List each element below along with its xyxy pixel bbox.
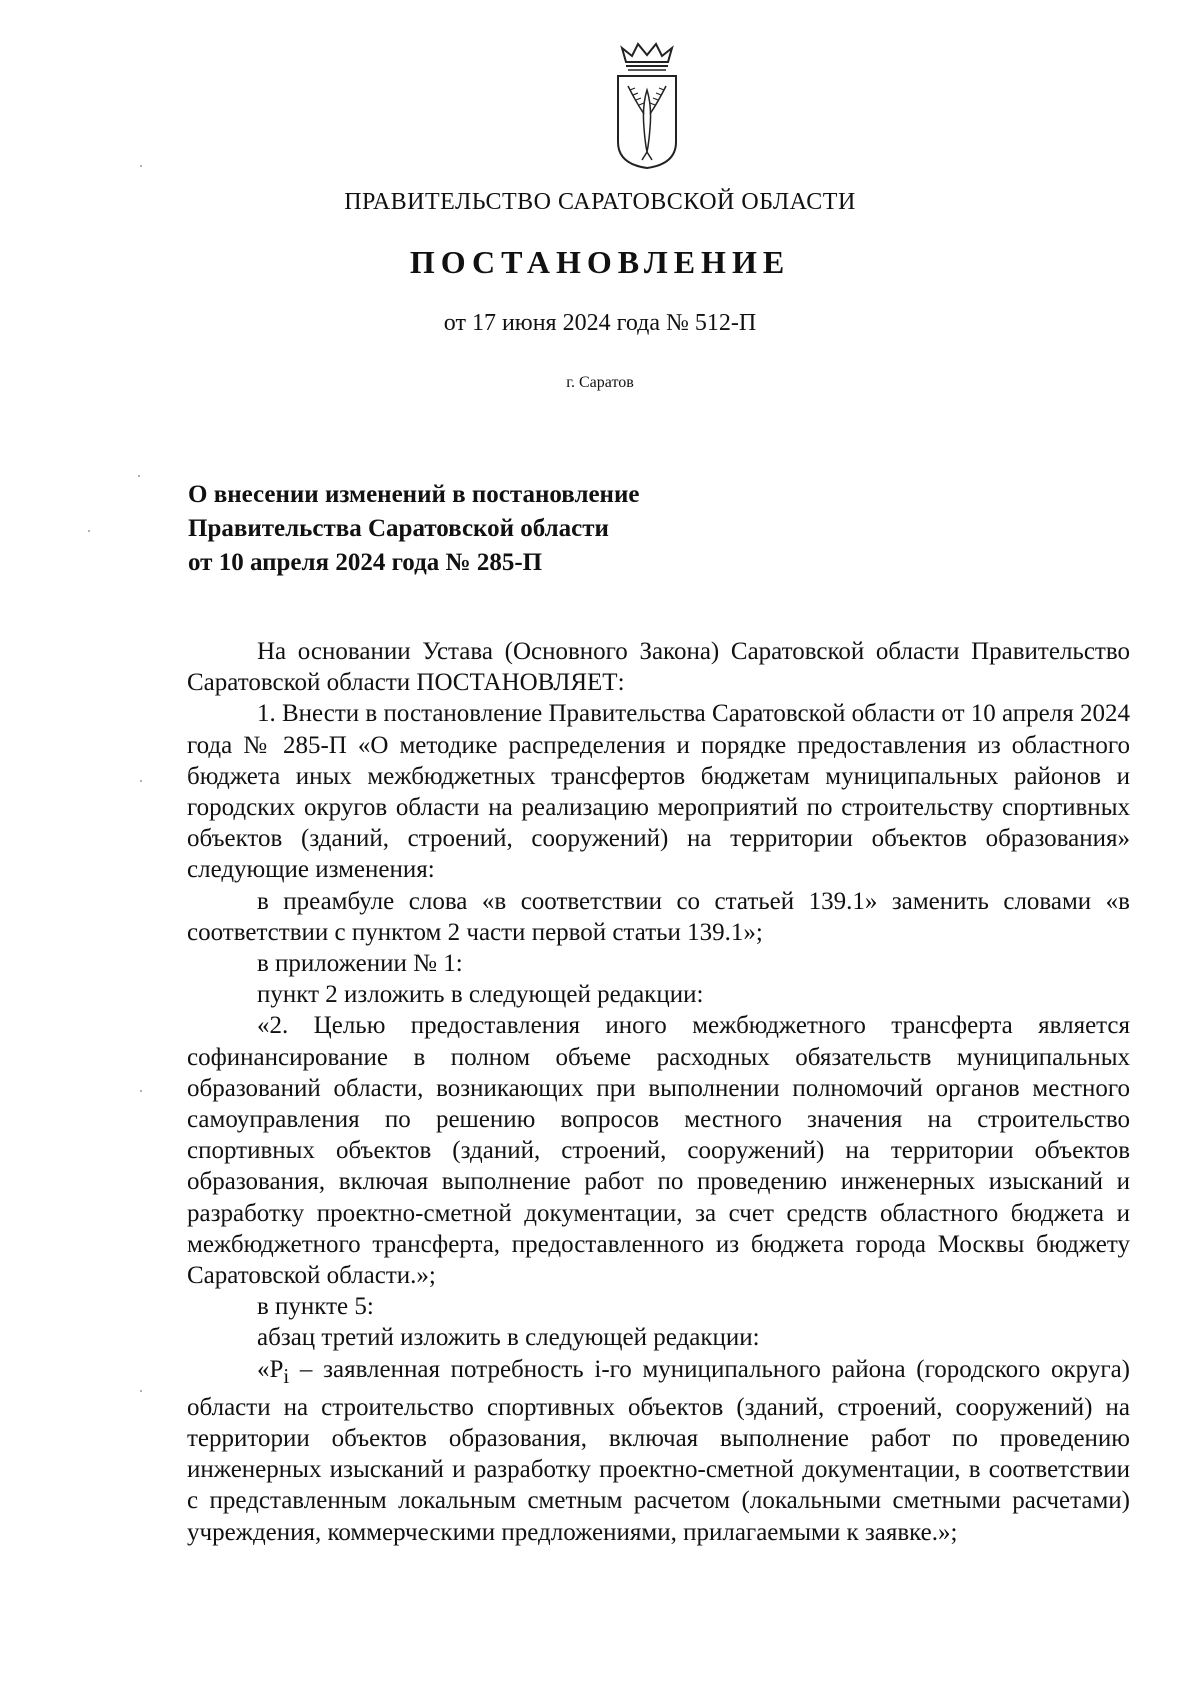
subject-line: Правительства Саратовской области xyxy=(188,515,609,542)
body-paragraph: в пункте 5: xyxy=(257,1293,374,1321)
subject-line: от 10 апреля 2024 года № 285-П xyxy=(188,549,543,576)
body-paragraph: абзац третий изложить в следующей редакции: xyxy=(257,1324,760,1352)
formula-text: – заявленная потребность i-го муниципального района (городского округа) области на строительство спортивных объектов (зданий, строений, сооружений) на территории объектов образования, включая выполнение работ по проведению инженерных изысканий и разработку проектно-сметной документации, в соответствии с представленным локальным сметным расчетом (локальными сметными расчетами) учреждения, коммерческими предложениями, прилагаемыми к заявке.»; xyxy=(187,1355,1130,1546)
scan-speck xyxy=(138,475,140,477)
scan-speck xyxy=(140,165,142,167)
scan-speck xyxy=(140,1090,142,1092)
scan-speck xyxy=(88,530,90,532)
subject-line: О внесении изменений в постановление xyxy=(188,481,640,508)
body-paragraph: в преамбуле слова «в соответствии со статьей 139.1» заменить словами «в соответствии с пунктом 2 части первой статьи 139.1»; xyxy=(187,887,1130,946)
document-subject xyxy=(188,478,888,580)
saratov-coat-of-arms-icon xyxy=(614,42,680,170)
document-body xyxy=(187,636,1130,1548)
body-paragraph: «2. Целью предоставления иного межбюджетного трансферта является софинансирование в полном объеме расходных обязательств муниципальных образований области, возникающих при выполнении полномочий органов местного самоуправления по решению вопросов местного значения на строительство спортивных объектов (зданий, строений, сооружений) на территории объектов образования, включая выполнение работ по проведению инженерных изысканий и разработку проектно-сметной документации, за счет средств областного бюджета и межбюджетного трансферта, предоставленного из бюджета города Москвы бюджету Саратовской области.»; xyxy=(187,1012,1130,1290)
organization-name: ПРАВИТЕЛЬСТВО САРАТОВСКОЙ ОБЛАСТИ xyxy=(344,189,856,215)
scan-speck xyxy=(140,1390,142,1392)
formula-symbol: «P xyxy=(257,1355,284,1383)
body-paragraph: пункт 2 изложить в следующей редакции: xyxy=(257,981,704,1009)
body-paragraph: 1. Внести в постановление Правительства Саратовской области от 10 апреля 2024 года № 285-П «О методике распределения и порядке предоставления из областного бюджета иных межбюджетных трансфертов бюджетам муниципальных районов и городских округов области на реализацию мероприятий по строительству спортивных объектов (зданий, строений, сооружений) на территории объектов образования» следующие изменения: xyxy=(187,700,1130,884)
document-type: ПОСТАНОВЛЕНИЕ xyxy=(409,244,791,280)
scan-speck xyxy=(140,780,142,782)
document-city: г. Саратов xyxy=(566,374,634,391)
document-date-number: от 17 июня 2024 года № 512-П xyxy=(443,310,757,336)
body-paragraph: в приложении № 1: xyxy=(257,950,463,978)
formula-subscript: i xyxy=(283,1363,290,1388)
formula-paragraph xyxy=(187,1354,1130,1548)
body-paragraph: На основании Устава (Основного Закона) Саратовской области Правительство Саратовской области ПОСТАНОВЛЯЕТ: xyxy=(187,638,1130,697)
